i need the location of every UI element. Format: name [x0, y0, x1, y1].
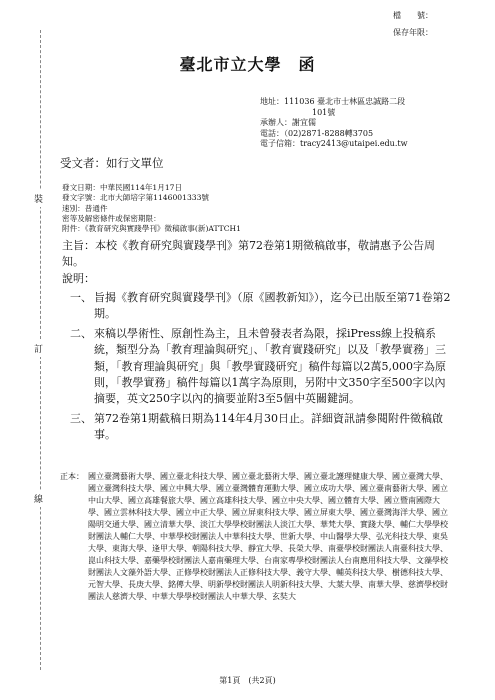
- explanation-items: [62, 290, 452, 447]
- issue-date: 發文日期：中華民國114年1月17日: [62, 183, 183, 192]
- explanation-item: [62, 411, 452, 444]
- filing-info: [393, 10, 433, 44]
- delivery-speed: 速別：普通件: [62, 203, 108, 213]
- document-meta: [62, 183, 241, 234]
- item-number: 二、: [70, 326, 92, 340]
- binding-mark-middle: 訂: [34, 340, 43, 357]
- contact-email: 電子信箱：tracy2413@utaipei.edu.tw: [260, 139, 408, 148]
- contact-phone: 電話：（02)2871-8288轉3705: [260, 128, 374, 138]
- contact-block: [260, 97, 488, 150]
- page-number: 第1頁 (共2頁): [219, 676, 276, 685]
- explanation-item: [62, 326, 452, 408]
- explanation-label: 說明：: [62, 272, 95, 285]
- item-text: 第72卷第1期截稿日期為114年4月30日止。詳細資訊請參閱附件徵稿啟事。: [94, 411, 443, 442]
- contact-address: 地址：111036 臺北市士林區忠誠路二段: [260, 97, 406, 106]
- binding-mark-bottom: 線: [34, 490, 43, 507]
- cc-recipients: 國立臺灣藝術大學、國立臺北科技大學、國立臺北藝術大學、國立臺北護理健康大學、國立臺灣大學、國立臺灣科技大學、國立中興大學、國立臺灣體育運動大學、國立成功大學、國立臺南藝術大學、國立中山大學、國立高雄餐旅大學、國立高雄科技大學、國立中央大學、國立體育大學、國立暨南國際大學、國立雲林科技大學、國立中正大學、國立屏東科技大學、國立屏東大學、國立臺灣海洋大學、國立陽明交通大學、國立清華大學、淡江大學學校財團法人淡江大學、華梵大學、實踐大學、輔仁大學學校財團法人輔仁大學、中華學校財團法人中華科技大學、世新大學、中山醫學大學、弘光科技大學、東吳大學、東海大學、逢甲大學、朝陽科技大學、靜宜大學、長榮大學、南臺學校財團法人南臺科技大學、崑山科技大學、嘉藥學校財團法人嘉南藥理大學、台南家專學校財團法人台南應用科技大學、文藻學校財團法人文藻外語大學、正修學校財團法人正修科技大學、義守大學、輔英科技大學、樹德科技大學、元智大學、長庚大學、銘傳大學、明新學校財團法人明新科技大學、大葉大學、南華大學、慈濟學校財團法人慈濟大學、中華大學學校財團法人中華大學、玄奘大: [88, 472, 448, 601]
- retention-period-label: 保存年限：: [393, 28, 433, 37]
- binding-mark-top: 裝: [34, 190, 43, 207]
- subject: [62, 238, 452, 271]
- item-number: 三、: [70, 411, 92, 425]
- contact-handler: 承辦人：謝宜儒: [260, 118, 316, 127]
- attachment: 附件：《教育研究與實踐學刊》徵稿啟事(新)ATTCH1: [62, 224, 242, 234]
- contact-address-continued: 101號: [312, 107, 336, 117]
- doc-number-label: 檔 號：: [393, 11, 433, 20]
- document-title: 臺北市立大學 函: [179, 55, 316, 74]
- cc-label: 正本：: [60, 472, 84, 481]
- security-level: 密等及解密條件或保密期限：: [62, 213, 161, 223]
- explanation-item: [62, 290, 452, 323]
- issue-number: 發文字號：北市大師培字第1146001333號: [62, 193, 210, 203]
- item-number: 一、: [70, 291, 92, 304]
- cc-list: [60, 471, 450, 603]
- subject-text: 主旨：本校《教育研究與實踐學刊》第72卷第1期徵稿啟事，敬請惠予公告周知。: [62, 239, 435, 269]
- item-text: 來稿以學術性、原創性為主，且未曾發表者為限，採iPress線上投稿系統，類型分為「教育理論與研究」、「教育實踐研究」以及「教學實務」三類，「教育理論與研究」與「教學實踐研究」稿件每篇以2萬5,000字為原則，「教學實務」稿件每篇以1萬字為原則，另附中文350字至500字以內摘要，英文250字以內的摘要並附3至5個中英關鍵詞。: [94, 326, 446, 406]
- recipient: 受文者：如行文單位: [60, 156, 164, 170]
- item-text: 旨揭《教育研究與實踐學刊》（原《國教新知》），迄今已出版至第71卷第2期。: [94, 291, 451, 321]
